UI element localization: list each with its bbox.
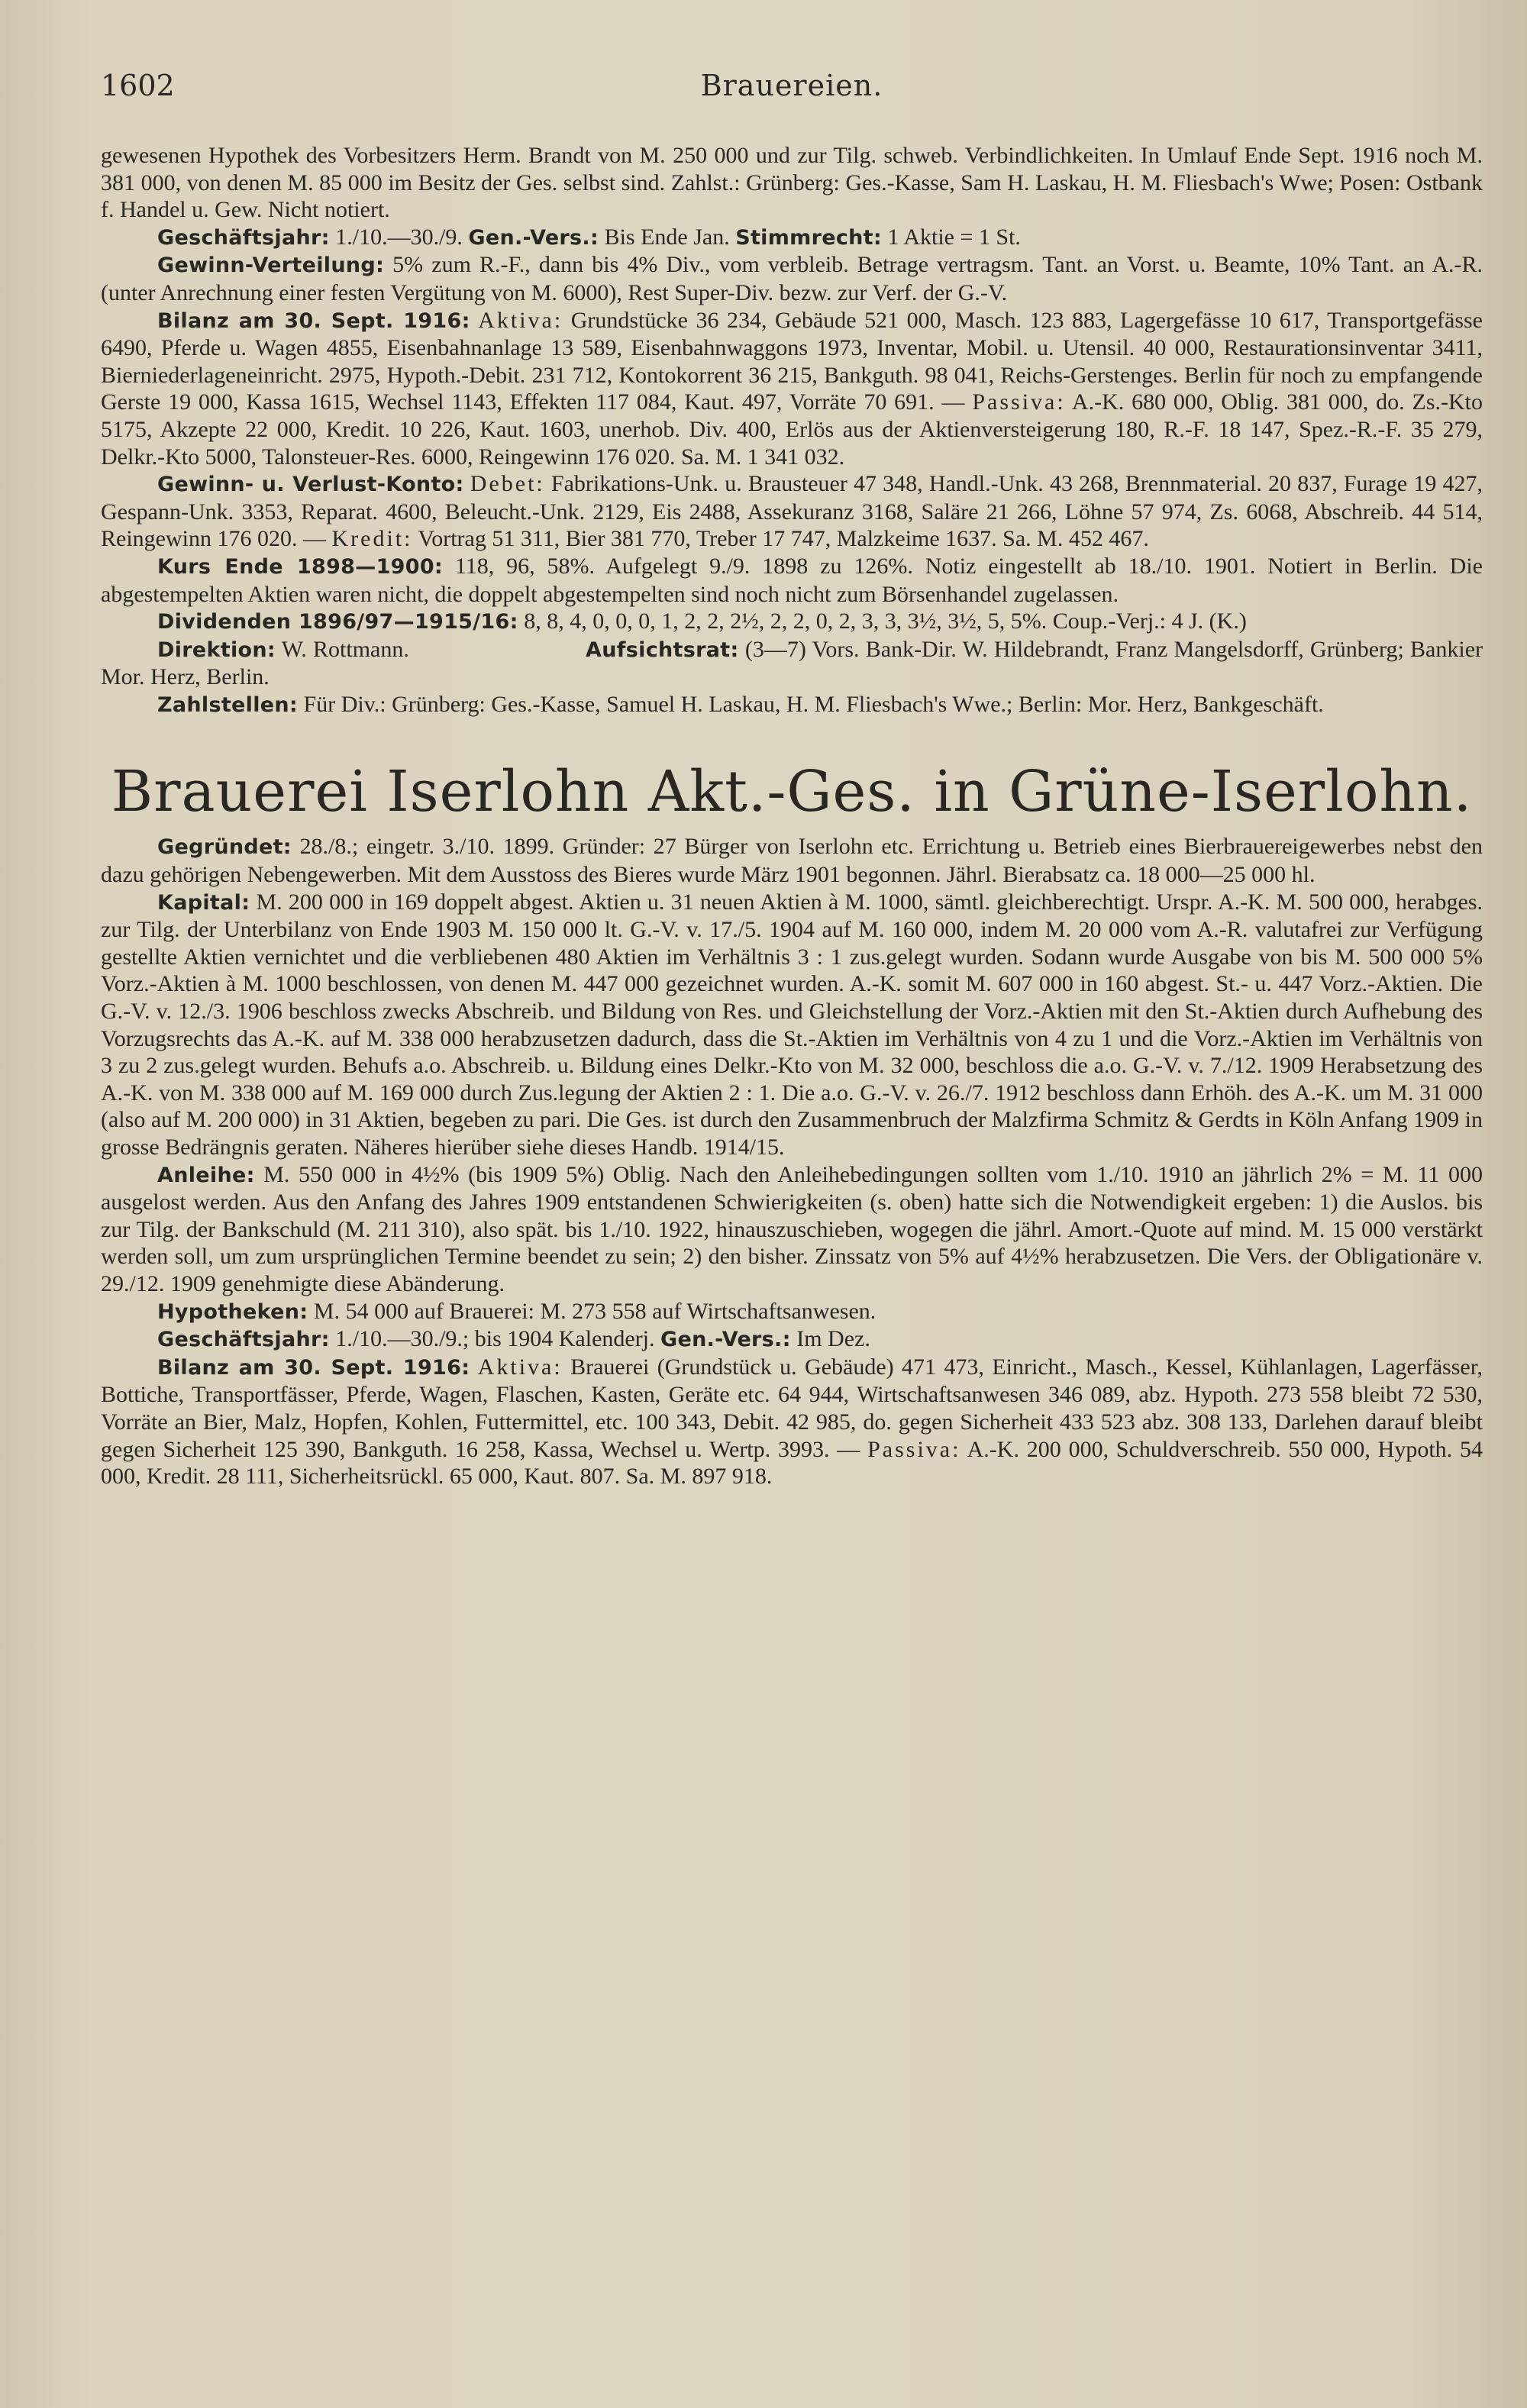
paragraph-paying-agents: Zahlstellen: Für Div.: Grünberg: Ges.-Kasse, Samuel H. Laskau, H. M. Fliesbach's Wwe.; Berlin: Mor. Herz, Bankgeschäft.: [157, 691, 1324, 717]
paragraph-balance-sheet: Bilanz am 30. Sept. 1916: Aktiva: Grundstücke 36 234, Gebäude 521 000, Masch. 123 883, Lagergefässe 10 617, Transportgefässe 6490, Pferde u. Wagen 4855, Eisenbahnanlage 13 589, Eisenbahnwaggons 1973, Inventar, Mobil. u. Utensil. 40 000, Restaurationsinventar 3411, Bierniederlageneinricht. 2975, Hypoth.-Debit. 231 712, Kontokorrent 36 215, Bankguth. 98 041, Reichs-Gerstenges. Berlin für noch zu empfangende Gerste 19 000, Kassa 1615, Wechsel 1143, Effekten 117 084, Kaut. 497, Vorräte 70 691. — Passiva: A.-K. 680 000, Oblig. 381 000, do. Zs.-Kto 5175, Akzepte 22 000, Kredit. 10 226, Kaut. 1603, unerhob. Div. 400, Erlös aus der Aktienversteigerung 180, R.-F. 18 147, Spez.-R.-F. 35 279, Delkr.-Kto 5000, Talonsteuer-Res. 6000, Reingewinn 176 020. Sa. M. 1 341 032.: [101, 307, 1483, 470]
paragraph-founded: Gegründet: 28./8.; eingetr. 3./10. 1899. Gründer: 27 Bürger von Iserlohn etc. Errichtung u. Betrieb eines Bierbrauereigewerbes nebst den dazu gehörigen Nebengewerben. Mit dem Ausstoss des Bieres wurde März 1901 begonnen. Jährl. Bierabsatz ca. 18 000—25 000 hl.: [101, 834, 1483, 888]
paragraph-capital: Kapital: M. 200 000 in 169 doppelt abgest. Aktien u. 31 neuen Aktien à M. 1000, sämtl. gleichberechtigt. Urspr. A.-K. M. 500 000, herabges. zur Tilg. der Unterbilanz von Ende 1903 M. 150 000 lt. G.-V. v. 17./5. 1904 auf M. 160 000, indem M. 20 000 vom A.-R. valutafrei zur Verfügung gestellte Aktien vernichtet und die verbliebenen 480 Aktien im Verhältnis 3 : 1 zus.gelegt wurden. Sodann wurde Ausgabe von bis M. 500 000 5% Vorz.-Aktien à M. 1000 beschlossen, von denen M. 447 000 gezeichnet wurden. A.-K. somit M. 607 000 in 160 abgest. St.- u. 447 Vorz.-Aktien. Die G.-V. v. 12./3. 1906 beschloss zwecks Abschreib. und Bildung von Res. und Gleichstellung der Vorz.-Aktien mit den St.-Aktien durch Aufhebung des Vorzugsrechts das A.-K. auf M. 338 000 herabzusetzen dadurch, dass die St.-Aktien im Verhältnis von 4 zu 1 und die Vorz.-Aktien im Verhältnis von 3 zu 2 zus.gelegt wurden. Behufs a.o. Abschreib. u. Bildung eines Delkr.-Kto von M. 32 000, beschloss die a.o. G.-V. v. 7./12. 1909 Herabsetzung des A.-K. von M. 338 000 auf M. 169 000 durch Zus.legung der Aktien 2 : 1. Die a.o. G.-V. v. 26./7. 1912 beschloss dann Erhöh. des A.-K. um M. 31 000 (also auf M. 200 000) in 31 Aktien, begeben zu pari. Die Ges. ist durch den Zusammenbruch der Malzfirma Schmitz & Gerdts in Köln Anfang 1909 in grosse Bedrängnis geraten. Näheres hierüber siehe dieses Handb. 1914/15.: [101, 889, 1483, 1160]
running-title: Brauereien.: [700, 69, 883, 102]
paragraph-loan: Anleihe: M. 550 000 in 4½% (bis 1909 5%) Oblig. Nach den Anleihebedingungen sollten vom 1./10. 1910 an jährlich 2% = M. 11 000 ausgelost werden. Aus den Anfang des Jahres 1909 entstandenen Schwierigkeiten (s. oben) hatte sich die Notwendigkeit ergeben: 1) die Auslos. bis zur Tilg. der Bankschuld (M. 211 310), also spät. bis 1./10. 1922, hinauszuschieben, wogegen die jährl. Amort.-Quote auf mind. M. 15 000 verstärkt werden soll, um zum ursprünglichen Termine beendet zu sein; 2) den bisher. Zinssatz von 5% auf 4½% herabzusetzen. Die Vers. der Obligationäre v. 29./12. 1909 genehmigte diese Abänderung.: [101, 1161, 1483, 1296]
page-header: [101, 69, 1483, 115]
paragraph-dividends: Dividenden 1896/97—1915/16: 8, 8, 4, 0, 0, 0, 1, 2, 2, 2½, 2, 2, 0, 2, 3, 3, 3½, 3½, 5, 5%. Coup.-Verj.: 4 J. (K.): [157, 608, 1247, 634]
page-number: 1602: [101, 69, 175, 102]
paragraph-profit-loss: Gewinn- u. Verlust-Konto: Debet: Fabrikations-Unk. u. Brausteuer 47 348, Handl.-Unk. 43 268, Brennmaterial. 20 837, Furage 19 427, Gespann-Unk. 3353, Reparat. 4600, Beleucht.-Unk. 2129, Eis 2488, Assekuranz 3168, Saläre 21 266, Löhne 57 974, Zs. 6068, Abschreib. 44 514, Reingewinn 176 020. — Kredit: Vortrag 51 311, Bier 381 770, Treber 17 747, Malzkeime 1637. Sa. M. 452 467.: [101, 471, 1483, 552]
paragraph-balance-sheet-2: Bilanz am 30. Sept. 1916: Aktiva: Brauerei (Grundstück u. Gebäude) 471 473, Einricht., Masch., Kessel, Kühlanlagen, Lagerfässer, Bottiche, Transportfässer, Pferde, Wagen, Flaschen, Kasten, Geräte etc. 64 944, Wirtschaftsanwesen 346 089, abz. Hypoth. 273 558 bleibt 72 530, Vorräte an Bier, Malz, Hopfen, Kohlen, Futtermittel, etc. 100 343, Debit. 42 985, do. gegen Sicherheit 433 523 abz. 308 133, Darlehen darauf bleibt gegen Sicherheit 125 390, Bankguth. 16 258, Kassa, Wechsel u. Wertp. 3993. — Passiva: A.-K. 200 000, Schuldverschreib. 550 000, Hypoth. 54 000, Kredit. 28 111, Sicherheitsrückl. 65 000, Kaut. 807. Sa. M. 897 918.: [101, 1354, 1483, 1490]
entry-title: Brauerei Iserlohn Akt.-Ges. in Grüne-Iserlohn.: [111, 759, 1473, 825]
paragraph-board: Direktion: W. Rottmann. Aufsichtsrat: (3—7) Vors. Bank-Dir. W. Hildebrandt, Franz Mangelsdorff, Grünberg; Bankier Mor. Herz, Berlin.: [101, 636, 1483, 690]
paragraph-fiscal-year-2: Geschäftsjahr: 1./10.—30./9.; bis 1904 Kalenderj. Gen.-Vers.: Im Dez.: [157, 1326, 870, 1352]
paragraph-profit-distribution: Gewinn-Verteilung: 5% zum R.-F., dann bis 4% Div., vom verbleib. Betrage vertragsm. Tant. an Vorst. u. Beamte, 10% Tant. an A.-R. (unter Anrechnung einer festen Vergütung von M. 6000), Rest Super-Div. bezw. zur Verf. der G.-V.: [101, 252, 1483, 305]
entry-continued: [101, 142, 1483, 718]
paragraph-share-price: Kurs Ende 1898—1900: 118, 96, 58%. Aufgelegt 9./9. 1898 zu 126%. Notiz eingestellt ab 18./10. 1901. Notiert in Berlin. Die abgestempelten Aktien waren nicht, die doppelt abgestempelten sind noch nicht zum Börsenhandel zugelassen.: [101, 553, 1483, 607]
entry-brauerei-iserlohn: [101, 833, 1483, 1490]
paragraph-debentures: gewesenen Hypothek des Vorbesitzers Herm. Brandt von M. 250 000 und zur Tilg. schweb. Verbindlichkeiten. In Umlauf Ende Sept. 1916 noch M. 381 000, von denen M. 85 000 im Besitz der Ges. selbst sind. Zahlst.: Grünberg: Ges.-Kasse, Sam H. Laskau, H. M. Fliesbach's Wwe; Posen: Ostbank f. Handel u. Gew. Nicht notiert.: [101, 143, 1483, 223]
paragraph-fiscal-year: Geschäftsjahr: 1./10.—30./9. Gen.-Vers.: Bis Ende Jan. Stimmrecht: 1 Aktie = 1 St.: [157, 224, 1021, 250]
paragraph-mortgages: Hypotheken: M. 54 000 auf Brauerei: M. 273 558 auf Wirtschaftsanwesen.: [157, 1298, 876, 1324]
